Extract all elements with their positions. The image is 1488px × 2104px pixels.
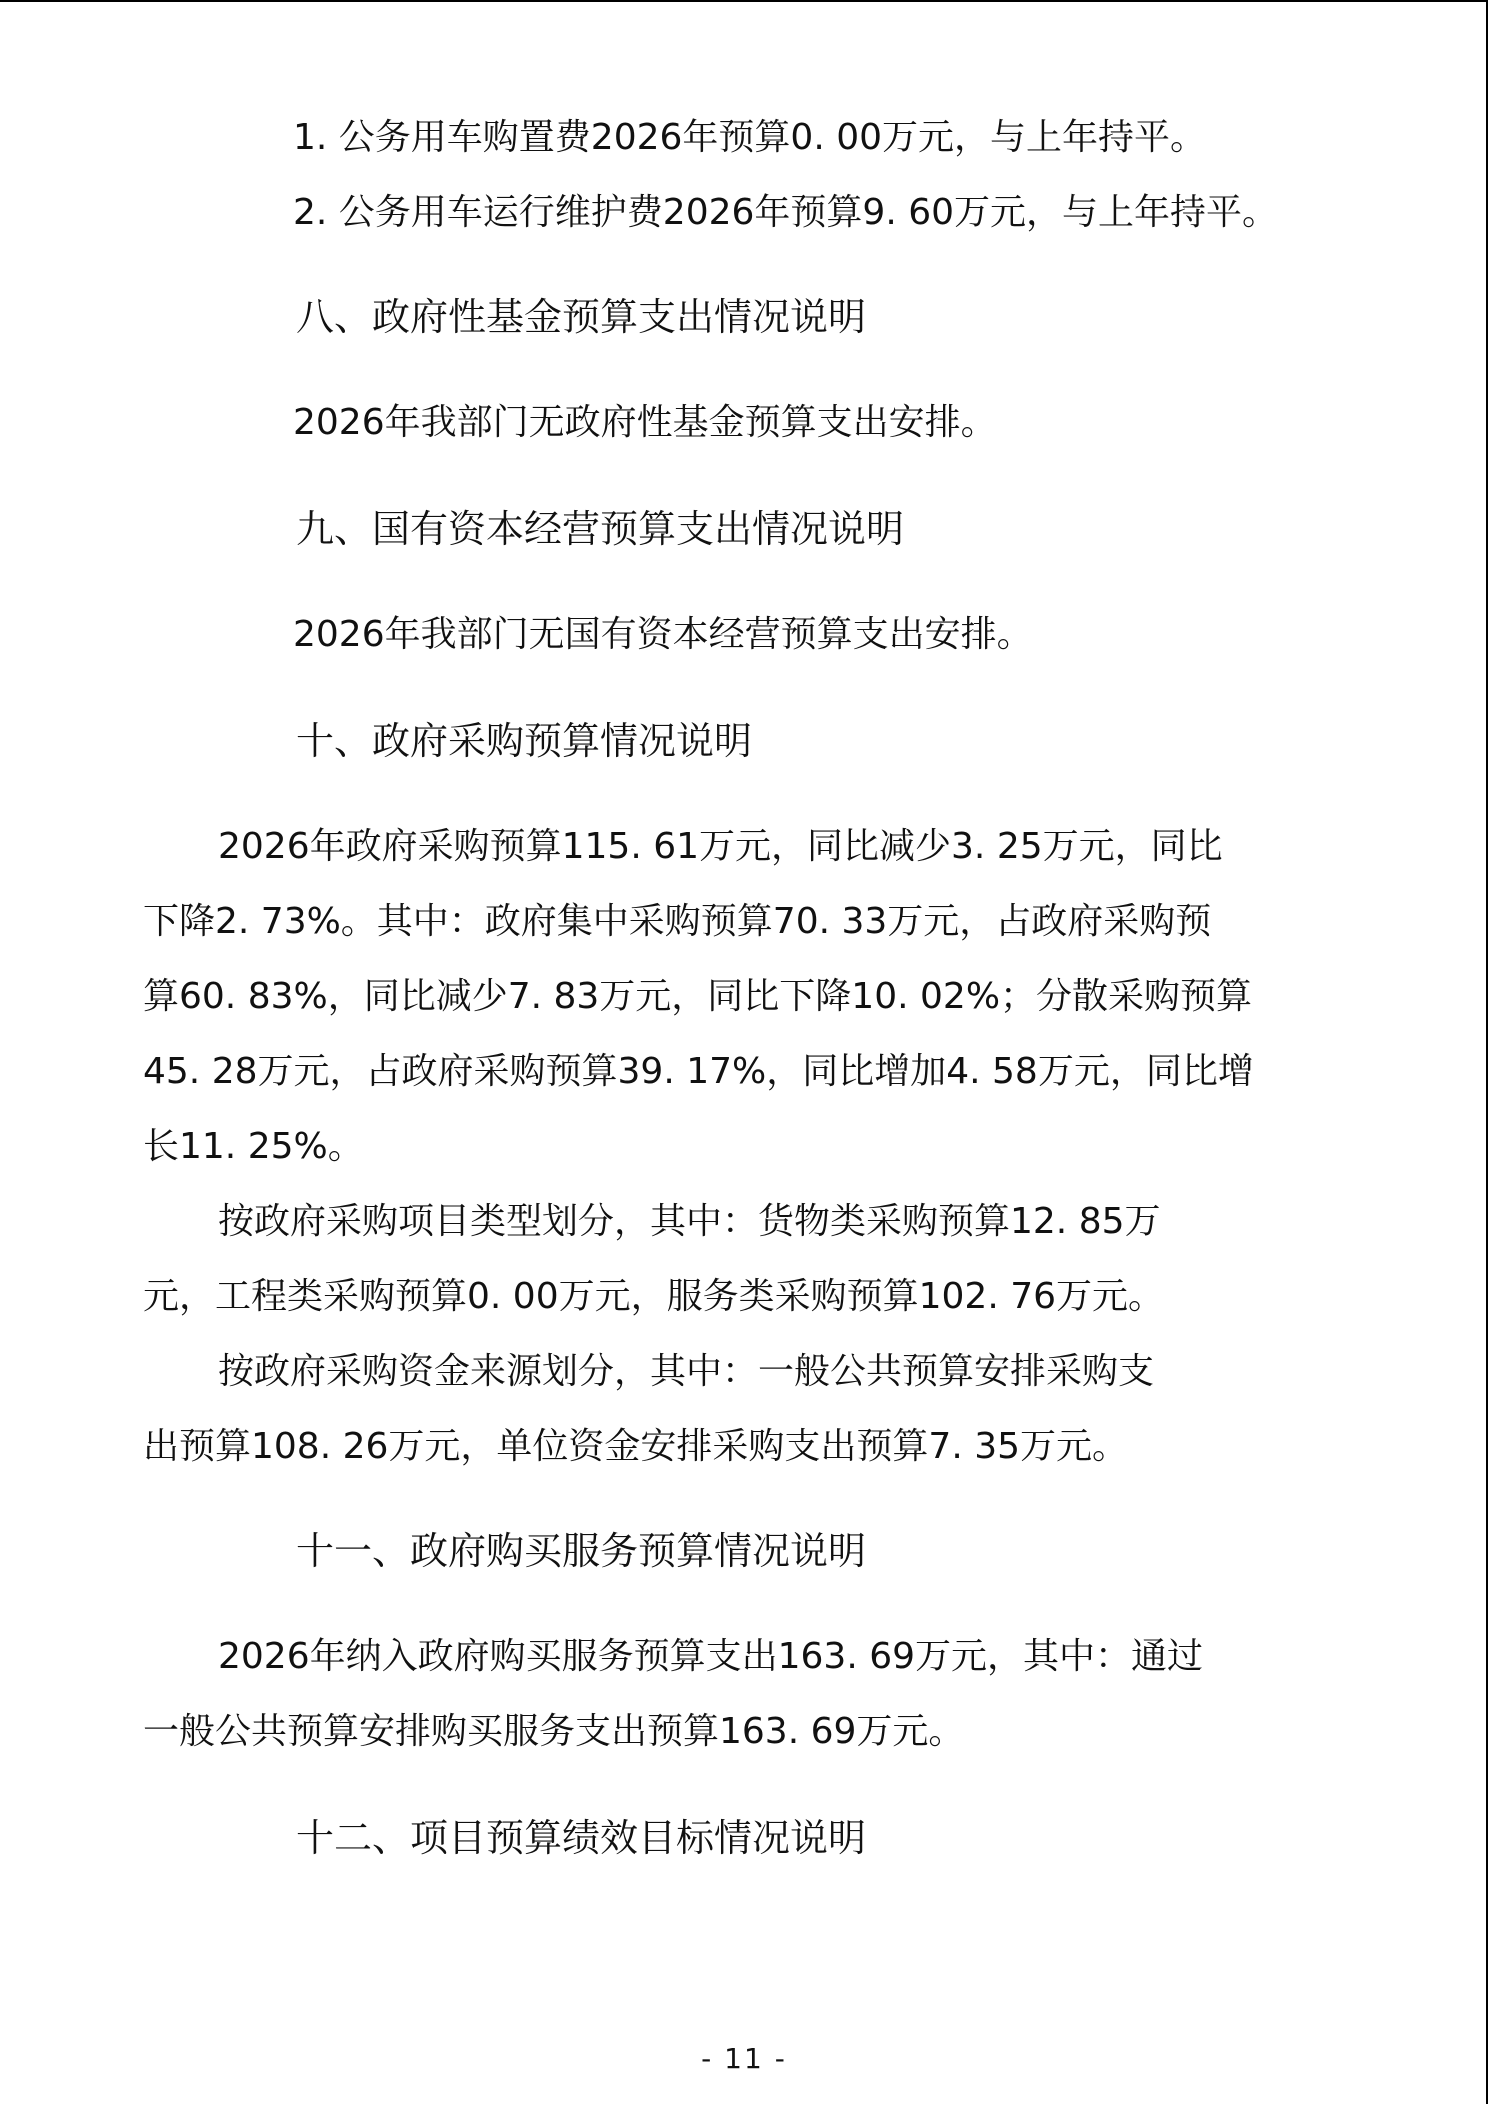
car-purchase-line: 1. 公务用车购置费2026年预算0. 00万元，与上年持平。 <box>293 117 1207 158</box>
paragraph-line: 2026年纳入政府购买服务预算支出163. 69万元，其中：通过 <box>218 1636 1204 1677</box>
paragraph-line: 算60. 83%，同比减少7. 83万元，同比下降10. 02%；分散采购预算 <box>143 976 1253 1017</box>
section-9-text: 2026年我部门无国有资本经营预算支出安排。 <box>293 614 1033 655</box>
paragraph-line: 按政府采购项目类型划分，其中：货物类采购预算12. 85万 <box>218 1201 1161 1242</box>
section-8-text: 2026年我部门无政府性基金预算支出安排。 <box>293 402 997 443</box>
section-8-heading: 八、政府性基金预算支出情况说明 <box>296 295 867 339</box>
section-10-paragraph-2 <box>143 1184 1288 1334</box>
section-10-paragraph-1 <box>143 809 1288 1184</box>
section-10-paragraph-3 <box>143 1334 1288 1484</box>
paragraph-line: 2026年政府采购预算115. 61万元，同比减少3. 25万元，同比 <box>218 826 1223 867</box>
section-11-heading: 十一、政府购买服务预算情况说明 <box>296 1529 867 1573</box>
paragraph-line: 下降2. 73%。其中：政府集中采购预算70. 33万元，占政府采购预 <box>143 901 1212 942</box>
document-body <box>143 100 1288 1876</box>
paragraph-line: 按政府采购资金来源划分，其中：一般公共预算安排采购支 <box>218 1351 1155 1392</box>
paragraph-line: 一般公共预算安排购买服务支出预算163. 69万元。 <box>143 1711 965 1752</box>
car-maintenance-line: 2. 公务用车运行维护费2026年预算9. 60万元，与上年持平。 <box>293 192 1279 233</box>
paragraph-line: 长11. 25%。 <box>143 1126 364 1167</box>
paragraph-line: 出预算108. 26万元，单位资金安排采购支出预算7. 35万元。 <box>143 1426 1129 1467</box>
paragraph-line: 元，工程类采购预算0. 00万元，服务类采购预算102. 76万元。 <box>143 1276 1165 1317</box>
section-9-heading: 九、国有资本经营预算支出情况说明 <box>296 507 905 551</box>
page-number: - 11 - <box>701 2042 787 2075</box>
paragraph-line: 45. 28万元，占政府采购预算39. 17%，同比增加4. 58万元，同比增 <box>143 1051 1254 1092</box>
section-10-heading: 十、政府采购预算情况说明 <box>296 719 753 763</box>
section-12-heading: 十二、项目预算绩效目标情况说明 <box>296 1816 867 1860</box>
section-11-paragraph <box>143 1619 1288 1769</box>
page-top-border <box>0 0 1488 2</box>
